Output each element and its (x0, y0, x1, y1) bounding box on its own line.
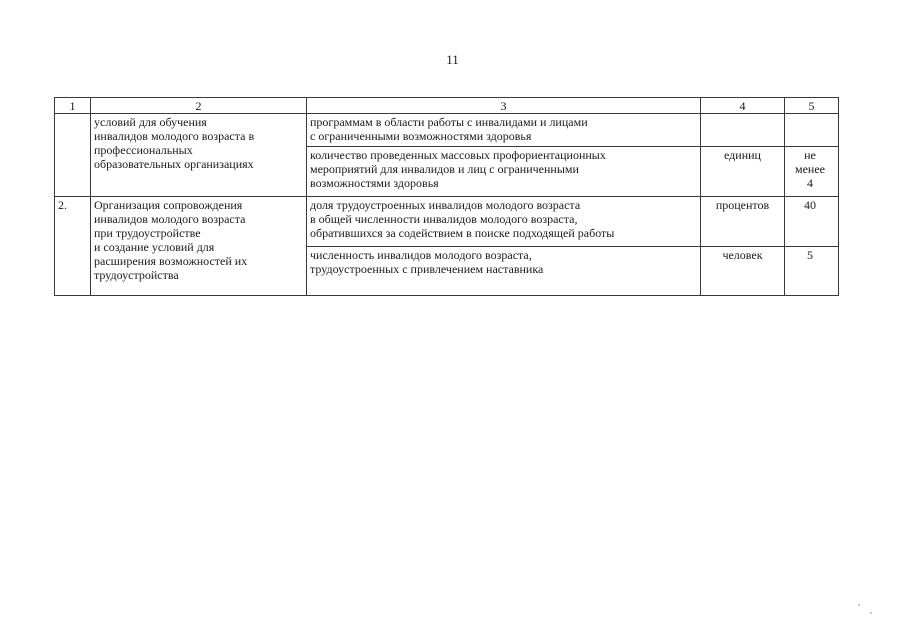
header-col-4: 4 (701, 98, 785, 114)
header-col-3: 3 (307, 98, 701, 114)
table-row (55, 197, 839, 247)
indicator-line: программам в области работы с инвалидами и лицами (310, 115, 588, 129)
task-cell (91, 114, 307, 197)
row-number-cell (55, 114, 91, 197)
scan-speck (870, 612, 872, 614)
task-line: условий для обучения (94, 115, 207, 129)
indicator-line: мероприятий для инвалидов и лиц с ограниченными (310, 162, 579, 176)
indicator-cell (307, 114, 701, 147)
task-line: расширения возможностей их (94, 254, 248, 268)
indicator-line: с ограниченными возможностями здоровья (310, 129, 532, 143)
task-line: при трудоустройстве (94, 226, 201, 240)
header-col-1: 1 (55, 98, 91, 114)
indicator-cell (307, 247, 701, 296)
header-col-2: 2 (91, 98, 307, 114)
indicator-line: возможностями здоровья (310, 176, 439, 190)
scan-speck (858, 604, 860, 606)
indicator-cell (307, 197, 701, 247)
table-row (55, 114, 839, 147)
value-line: 40 (804, 198, 816, 212)
task-line: профессиональных (94, 143, 193, 157)
task-line: инвалидов молодого возраста в (94, 129, 255, 143)
value-line: менее (795, 162, 825, 176)
indicator-line: обратившихся за содействием в поиске подходящей работы (310, 226, 615, 240)
indicators-table (54, 97, 839, 296)
value-cell (785, 197, 839, 247)
task-line: Организация сопровождения (94, 198, 243, 212)
indicator-cell (307, 147, 701, 197)
task-line: трудоустройства (94, 268, 179, 282)
value-cell (785, 147, 839, 197)
indicator-line: количество проведенных массовых профориентационных (310, 148, 606, 162)
task-line: и создание условий для (94, 240, 215, 254)
header-col-5: 5 (785, 98, 839, 114)
task-cell (91, 197, 307, 296)
indicator-line: доля трудоустроенных инвалидов молодого возраста (310, 198, 581, 212)
value-cell (785, 247, 839, 296)
task-line: инвалидов молодого возраста (94, 212, 246, 226)
indicator-line: в общей численности инвалидов молодого возраста, (310, 212, 578, 226)
indicator-line: численность инвалидов молодого возраста, (310, 248, 532, 262)
unit-cell (701, 114, 785, 147)
value-cell (785, 114, 839, 147)
task-line: образовательных организациях (94, 157, 254, 171)
unit-cell: процентов (701, 197, 785, 247)
value-line: 4 (807, 176, 813, 190)
row-number-cell: 2. (55, 197, 91, 296)
table-header-row (55, 98, 839, 114)
indicator-line: трудоустроенных с привлечением наставника (310, 262, 544, 276)
unit-cell: единиц (701, 147, 785, 197)
value-line: не (804, 148, 816, 162)
unit-cell: человек (701, 247, 785, 296)
page-number: 11 (446, 52, 459, 67)
value-line: 5 (807, 248, 813, 262)
